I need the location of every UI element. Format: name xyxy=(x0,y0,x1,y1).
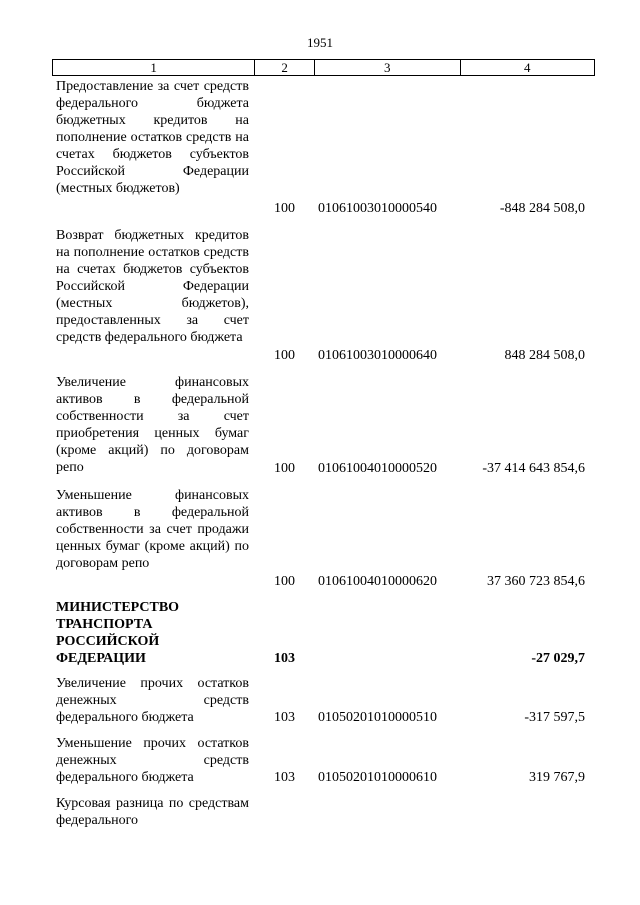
row-kbk: 01061003010000540 xyxy=(318,201,437,216)
row-kbk: 01061004010000520 xyxy=(318,461,437,476)
table-row xyxy=(52,487,595,592)
row-kbk: 01061004010000620 xyxy=(318,574,437,589)
row-name: Уменьшение прочих остатков денежных средств федерального бюджета xyxy=(56,736,249,785)
column-header-1: 1 xyxy=(53,60,255,75)
page-number: 1951 xyxy=(307,35,333,50)
ministry-name: МИНИСТЕРСТВО ТРАНСПОРТА РОССИЙСКОЙ ФЕДЕРАЦИИ xyxy=(56,600,180,666)
table-row xyxy=(52,795,595,831)
table-row xyxy=(52,374,595,479)
row-amount: -37 414 643 854,6 xyxy=(482,461,585,476)
row-admin-code: 103 xyxy=(274,710,295,725)
row-name: Увеличение прочих остатков денежных средств федерального бюджета xyxy=(56,676,249,725)
row-admin-code: 100 xyxy=(274,201,295,216)
table-row-ministry xyxy=(52,599,595,669)
row-admin-code: 103 xyxy=(274,770,295,785)
row-amount: 319 767,9 xyxy=(529,770,585,785)
table-row xyxy=(52,227,595,367)
table-row xyxy=(52,78,595,218)
row-admin-code: 100 xyxy=(274,574,295,589)
row-admin-code: 100 xyxy=(274,348,295,363)
table-row xyxy=(52,735,595,787)
row-amount: -27 029,7 xyxy=(531,651,585,666)
row-admin-code: 100 xyxy=(274,461,295,476)
row-name: Уменьшение финансовых активов в федеральной собственности за счет продажи ценных бумаг (кроме акций) по договорам репо xyxy=(56,488,249,571)
row-admin-code: 103 xyxy=(274,651,295,666)
row-amount: -317 597,5 xyxy=(524,710,585,725)
column-header-4: 4 xyxy=(524,60,531,75)
row-kbk: 01050201010000610 xyxy=(318,770,437,785)
column-header-3: 3 xyxy=(315,60,460,75)
table-row xyxy=(52,675,595,727)
row-kbk: 01061003010000640 xyxy=(318,348,437,363)
row-name: Курсовая разница по средствам федерального xyxy=(56,796,249,828)
row-amount: 37 360 723 854,6 xyxy=(487,574,585,589)
row-amount: -848 284 508,0 xyxy=(499,201,585,216)
row-name: Возврат бюджетных кредитов на пополнение остатков средств на счетах бюджетов субъектов Российской Федерации (местных бюджетов), предоставленных за счет средств федерального бюджета xyxy=(56,228,249,345)
row-name: Предоставление за счет средств федерального бюджета бюджетных кредитов на пополнение остатков средств на счетах бюджетов субъектов Российской Федерации (местных бюджетов) xyxy=(56,79,249,196)
column-header-2: 2 xyxy=(255,60,315,75)
row-name: Увеличение финансовых активов в федеральной собственности за счет приобретения ценных бумаг (кроме акций) по договорам репо xyxy=(56,375,249,475)
row-amount: 848 284 508,0 xyxy=(504,348,585,363)
row-kbk: 01050201010000510 xyxy=(318,710,437,725)
table-header xyxy=(52,59,595,76)
